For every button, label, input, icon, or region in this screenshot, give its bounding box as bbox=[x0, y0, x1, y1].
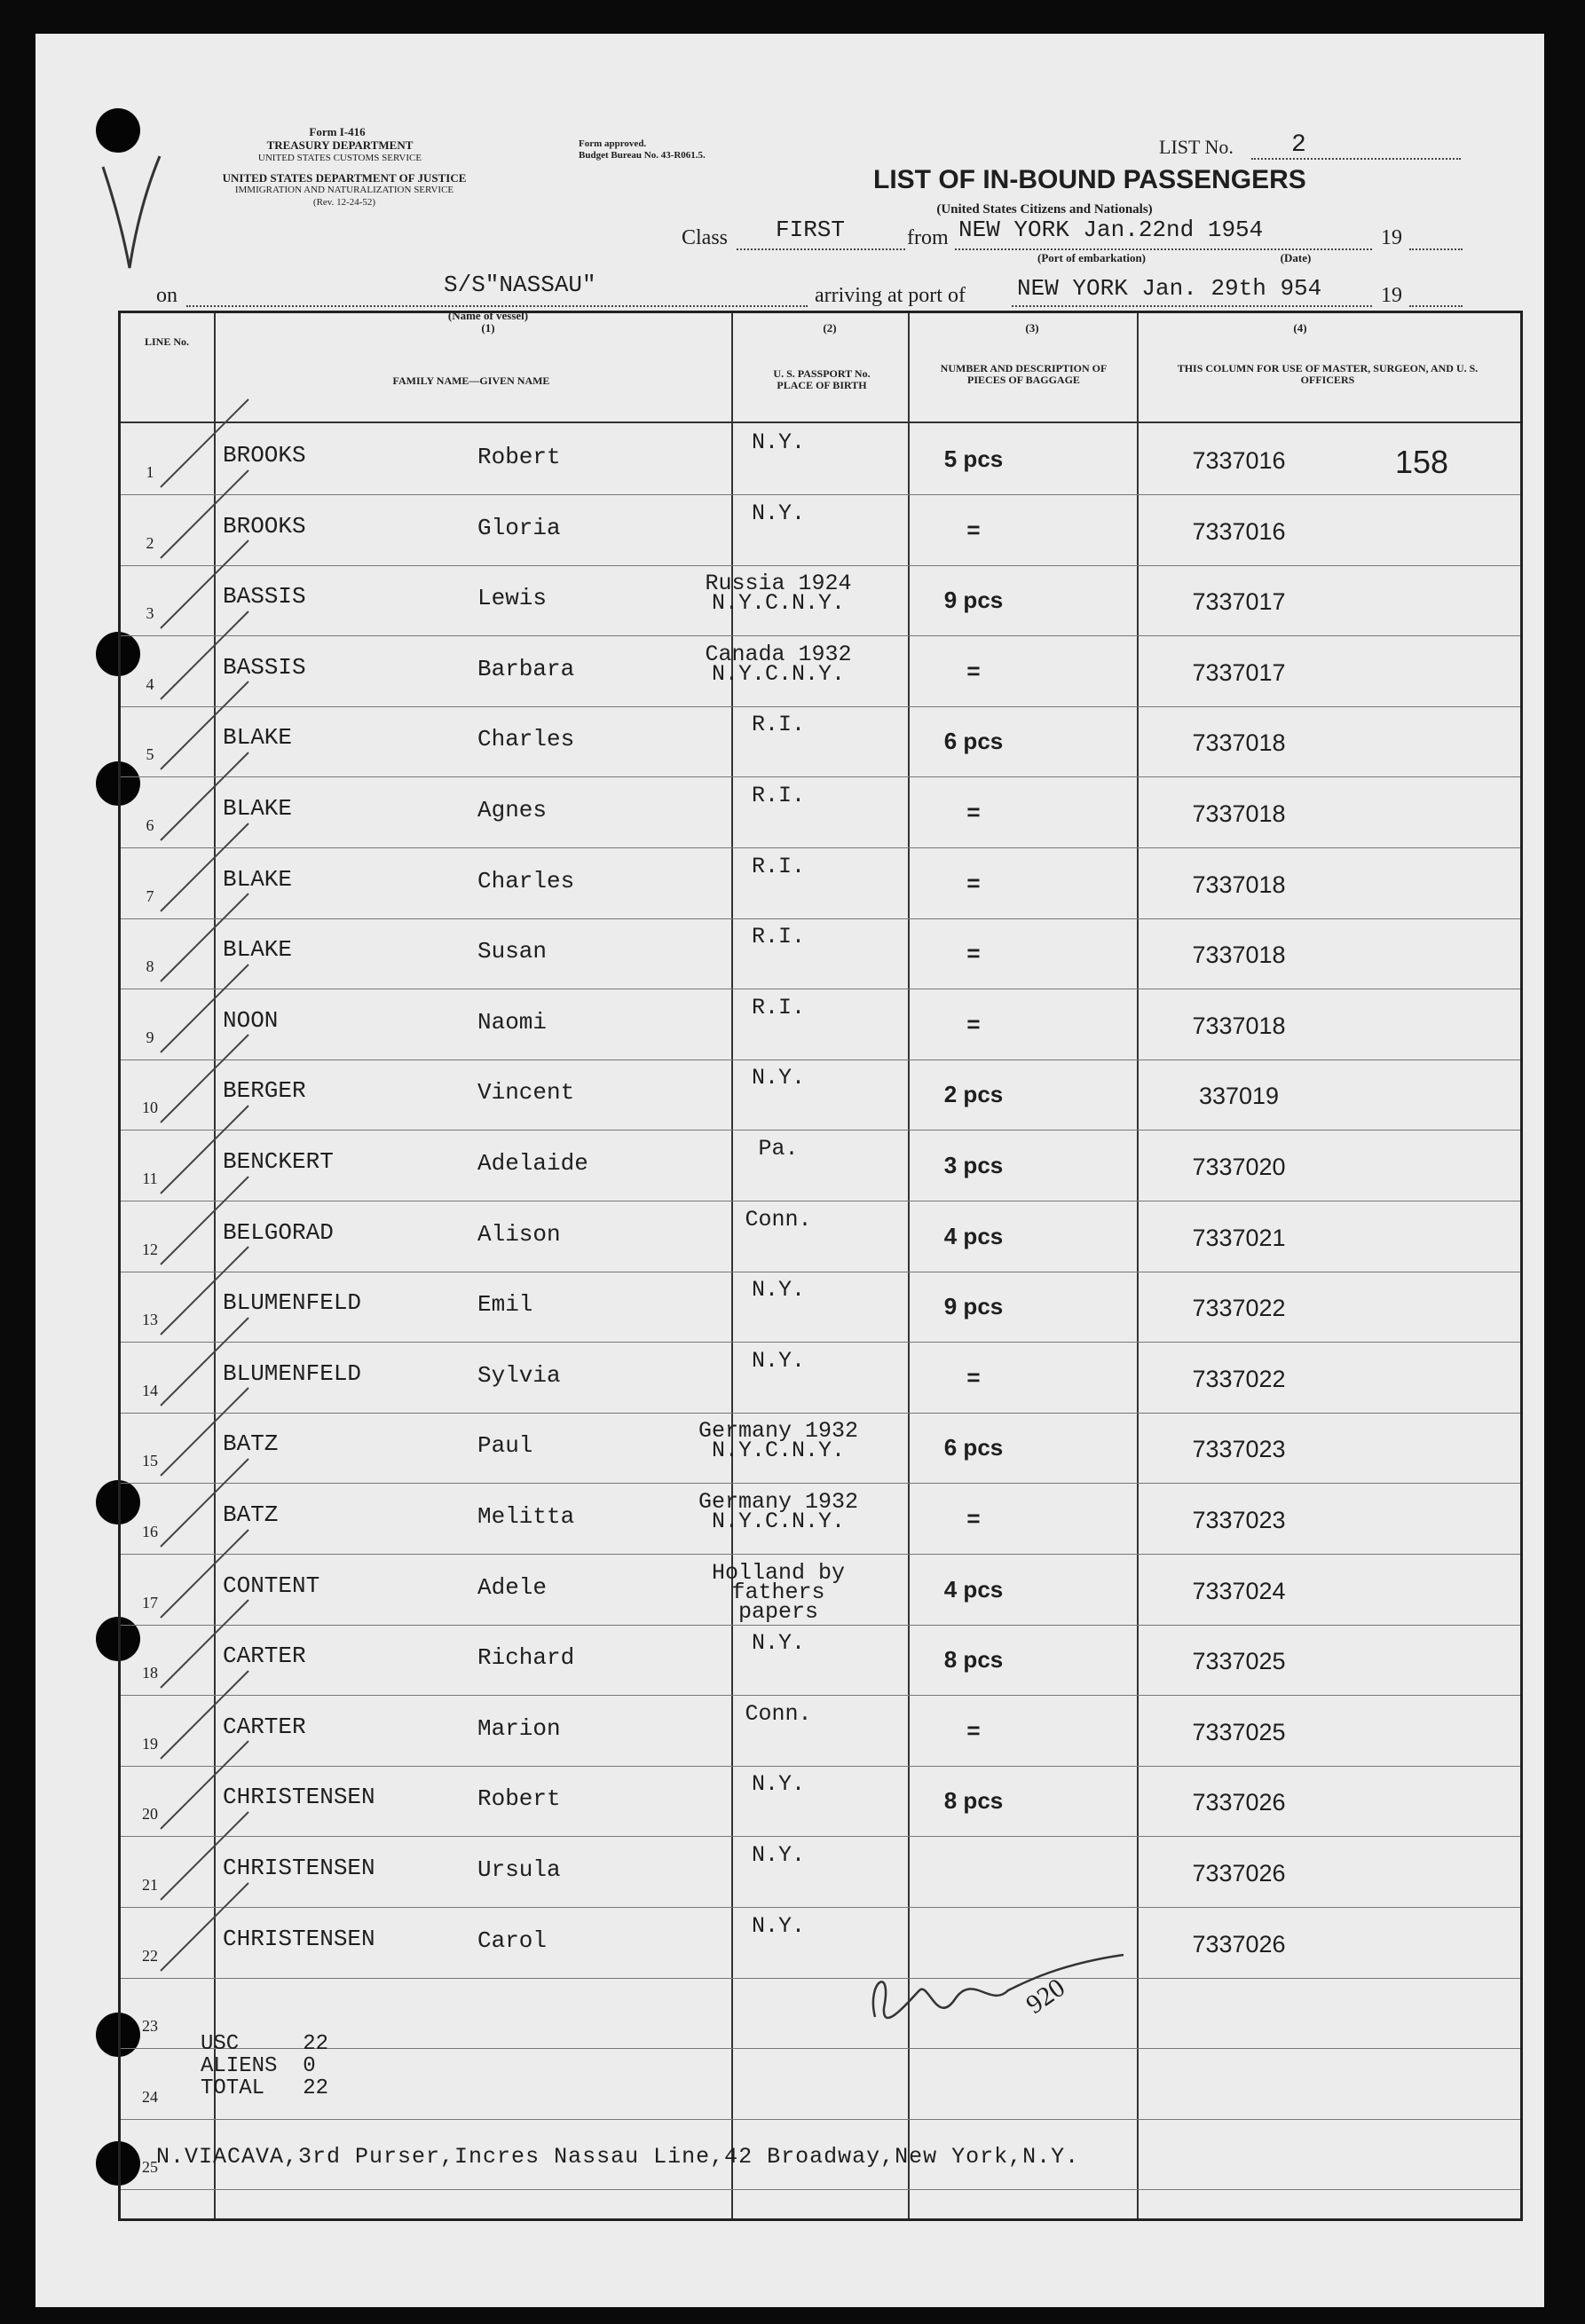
justice-dept: UNITED STATES DEPARTMENT OF JUSTICE bbox=[222, 171, 467, 185]
vessel-caption: (Name of vessel) bbox=[447, 309, 529, 322]
col-header-officers: THIS COLUMN FOR USE OF MASTER, SURGEON, AND U. S. OFFICERS bbox=[1177, 362, 1479, 386]
table-row bbox=[121, 424, 1520, 495]
table-row bbox=[121, 2049, 1520, 2120]
given-name: Richard bbox=[477, 1644, 575, 1672]
immigration-service: IMMIGRATION AND NATURALIZATION SERVICE bbox=[234, 185, 454, 195]
place-of-birth: Holland by fathers papers bbox=[711, 1559, 846, 1625]
line-number: 18 bbox=[142, 1664, 158, 1682]
officer-number: 7337017 bbox=[1192, 658, 1286, 686]
baggage-count: 2 pcs bbox=[943, 1081, 1004, 1108]
officer-number: 7337017 bbox=[1192, 588, 1286, 616]
family-name: BROOKS bbox=[223, 442, 306, 469]
line-number: 21 bbox=[142, 1876, 158, 1894]
given-name: Adele bbox=[477, 1573, 548, 1601]
officer-number: 7337026 bbox=[1192, 1930, 1286, 1958]
usc-count: 22 bbox=[303, 2032, 329, 2056]
arriving-year-label: 19 bbox=[1381, 284, 1402, 307]
family-name: BERGER bbox=[223, 1077, 306, 1105]
signature-scribble bbox=[857, 1946, 1159, 2052]
class-label: Class bbox=[682, 226, 729, 249]
col-num-4: (4) bbox=[1293, 321, 1307, 335]
family-name: BATZ bbox=[223, 1501, 279, 1528]
table-row bbox=[121, 1766, 1520, 1837]
place-of-birth: Russia 1924 N.Y.C.N.Y. bbox=[705, 571, 852, 617]
baggage-count: 5 pcs bbox=[943, 445, 1004, 472]
officer-number: 7337018 bbox=[1192, 729, 1286, 757]
place-of-birth: N.Y. bbox=[751, 1065, 805, 1091]
table-row bbox=[121, 1272, 1520, 1343]
col-header-baggage: NUMBER AND DESCRIPTION OF PIECES OF BAGGAGE bbox=[940, 362, 1108, 386]
line-number: 5 bbox=[146, 745, 154, 764]
family-name: BLUMENFELD bbox=[223, 1359, 362, 1387]
given-name: Melitta bbox=[477, 1503, 575, 1530]
officer-number: 7337025 bbox=[1192, 1648, 1286, 1675]
line-number: 17 bbox=[142, 1593, 158, 1611]
line-number: 23 bbox=[142, 2017, 158, 2036]
class-line bbox=[737, 248, 905, 250]
given-name: Sylvia bbox=[477, 1361, 561, 1389]
vessel-name: S/S"NASSAU" bbox=[444, 272, 596, 298]
place-of-birth: Pa. bbox=[758, 1136, 799, 1162]
usc-label: USC bbox=[201, 2032, 240, 2056]
list-no-value: 2 bbox=[1291, 131, 1306, 159]
officer-number: 7337022 bbox=[1192, 1365, 1286, 1392]
from-line bbox=[955, 248, 1372, 250]
table-row bbox=[121, 918, 1520, 989]
officer-number: 7337026 bbox=[1192, 1860, 1286, 1887]
given-name: Barbara bbox=[477, 655, 575, 682]
given-name: Susan bbox=[477, 938, 548, 965]
line-number: 3 bbox=[146, 604, 154, 623]
place-of-birth: N.Y. bbox=[751, 1630, 805, 1657]
list-no-line bbox=[1251, 158, 1461, 160]
col-num-3: (3) bbox=[1025, 321, 1039, 335]
given-name: Marion bbox=[477, 1714, 561, 1742]
line-number: 13 bbox=[142, 1311, 158, 1329]
line-number: 2 bbox=[146, 533, 154, 552]
officer-number: 7337018 bbox=[1192, 941, 1286, 969]
vessel-col-num: (1) bbox=[481, 321, 495, 335]
officer-number: 7337016 bbox=[1192, 447, 1286, 474]
line-number: 14 bbox=[142, 1381, 158, 1399]
officer-number: 337019 bbox=[1198, 1083, 1280, 1110]
given-name: Ursula bbox=[477, 1856, 561, 1883]
given-name: Emil bbox=[477, 1291, 533, 1319]
baggage-count: 4 pcs bbox=[943, 1575, 1004, 1603]
officer-number: 7337018 bbox=[1192, 800, 1286, 827]
line-number: 16 bbox=[142, 1523, 158, 1540]
totals-usc bbox=[201, 2032, 329, 2056]
baggage-count: = bbox=[966, 1505, 981, 1532]
col-num-2: (2) bbox=[823, 321, 837, 335]
line-number: 1 bbox=[146, 463, 154, 481]
binder-hole-1 bbox=[96, 108, 140, 153]
signature-note: 920 bbox=[1021, 1973, 1071, 2021]
total-count: 22 bbox=[303, 2076, 329, 2100]
margin-note: 158 bbox=[1395, 444, 1449, 480]
table-row bbox=[121, 1625, 1520, 1696]
baggage-count: 9 pcs bbox=[943, 1293, 1004, 1320]
col-header-passport: U. S. PASSPORT No. PLACE OF BIRTH bbox=[773, 367, 871, 391]
given-name: Naomi bbox=[477, 1008, 548, 1036]
place-of-birth: R.I. bbox=[751, 853, 805, 879]
officer-number: 7337016 bbox=[1192, 517, 1286, 545]
line-number: 25 bbox=[142, 2158, 158, 2177]
totals-aliens bbox=[201, 2054, 316, 2078]
from-year-label: 19 bbox=[1381, 226, 1402, 249]
from-value: NEW YORK Jan.22nd 1954 bbox=[958, 217, 1264, 243]
given-name: Carol bbox=[477, 1926, 548, 1954]
header-divider bbox=[121, 421, 1520, 423]
place-of-birth: N.Y. bbox=[751, 1842, 805, 1868]
family-name: CHRISTENSEN bbox=[223, 1925, 375, 1952]
table-row bbox=[121, 848, 1520, 919]
form-revision: (Rev. 12-24-52) bbox=[312, 197, 376, 208]
embarkation-caption: (Port of embarkation) bbox=[1037, 251, 1147, 264]
family-name: BENCKERT bbox=[223, 1148, 334, 1175]
line-number: 8 bbox=[146, 957, 154, 976]
line-number: 20 bbox=[142, 1805, 158, 1824]
given-name: Robert bbox=[477, 444, 561, 470]
arriving-value: NEW YORK Jan. 29th 954 bbox=[1017, 275, 1322, 302]
passenger-table bbox=[118, 311, 1523, 2221]
line-number: 22 bbox=[142, 1946, 158, 1965]
baggage-count: 8 pcs bbox=[943, 1646, 1004, 1674]
place-of-birth: Conn. bbox=[745, 1700, 812, 1727]
place-of-birth: N.Y. bbox=[751, 1912, 805, 1939]
family-name: CHRISTENSEN bbox=[223, 1784, 375, 1811]
totals-total bbox=[201, 2076, 329, 2100]
given-name: Gloria bbox=[477, 514, 561, 541]
officer-number: 7337024 bbox=[1192, 1577, 1286, 1604]
place-of-birth: Canada 1932 N.Y.C.N.Y. bbox=[705, 641, 852, 687]
table-row bbox=[121, 1908, 1520, 1979]
purser-line: N.VIACAVA,3rd Purser,Incres Nassau Line,42 Broadway,New York,N.Y. bbox=[156, 2144, 1080, 2170]
officer-number: 7337022 bbox=[1192, 1295, 1286, 1322]
given-name: Adelaide bbox=[477, 1150, 588, 1177]
table-row bbox=[121, 989, 1520, 1060]
row-divider bbox=[121, 2189, 1520, 2190]
family-name: BASSIS bbox=[223, 583, 306, 611]
page-subtitle: (United States Citizens and Nationals) bbox=[936, 202, 1153, 217]
treasury-dept: TREASURY DEPARTMENT bbox=[266, 138, 414, 152]
table-row bbox=[121, 1484, 1520, 1555]
line-number: 11 bbox=[142, 1170, 158, 1187]
check-mark-icon bbox=[98, 151, 169, 275]
family-name: BASSIS bbox=[223, 653, 306, 681]
family-name: BLUMENFELD bbox=[223, 1289, 362, 1317]
table-row bbox=[121, 1413, 1520, 1484]
place-of-birth: R.I. bbox=[751, 712, 805, 738]
family-name: BLAKE bbox=[223, 724, 293, 752]
line-number: 15 bbox=[142, 1452, 158, 1470]
officer-number: 7337023 bbox=[1192, 1436, 1286, 1463]
officer-number: 7337021 bbox=[1192, 1224, 1286, 1251]
table-row bbox=[121, 777, 1520, 848]
given-name: Robert bbox=[477, 1785, 561, 1813]
aliens-count: 0 bbox=[303, 2054, 316, 2078]
total-label: TOTAL bbox=[201, 2076, 265, 2100]
baggage-count: 6 pcs bbox=[943, 1434, 1004, 1461]
line-number: 6 bbox=[146, 816, 154, 834]
table-row bbox=[121, 1837, 1520, 1908]
from-year-line bbox=[1409, 248, 1463, 250]
table-row bbox=[121, 1696, 1520, 1767]
family-name: BELGORAD bbox=[223, 1218, 334, 1246]
family-name: BROOKS bbox=[223, 512, 306, 540]
line-number: 19 bbox=[142, 1734, 158, 1753]
on-label: on bbox=[156, 284, 177, 307]
place-of-birth: N.Y. bbox=[751, 1277, 805, 1304]
table-row bbox=[121, 565, 1520, 636]
baggage-count: = bbox=[966, 799, 981, 825]
officer-number: 7337020 bbox=[1192, 1154, 1286, 1180]
given-name: Paul bbox=[477, 1432, 533, 1460]
baggage-count: = bbox=[966, 940, 981, 967]
place-of-birth: N.Y. bbox=[751, 429, 805, 455]
table-row bbox=[121, 1130, 1520, 1201]
table-row bbox=[121, 636, 1520, 707]
baggage-count: = bbox=[966, 1363, 981, 1390]
table-row bbox=[121, 1343, 1520, 1414]
baggage-count: = bbox=[966, 516, 981, 543]
place-of-birth: R.I. bbox=[751, 994, 805, 1020]
page-title: LIST OF IN-BOUND PASSENGERS bbox=[873, 165, 1306, 194]
class-value: FIRST bbox=[776, 217, 846, 243]
family-name: CHRISTENSEN bbox=[223, 1855, 375, 1881]
list-no-label: LIST No. bbox=[1159, 136, 1234, 158]
line-number: 4 bbox=[146, 674, 154, 693]
baggage-count: 6 pcs bbox=[943, 728, 1004, 755]
family-name: BLAKE bbox=[223, 936, 293, 964]
place-of-birth: N.Y. bbox=[751, 1347, 805, 1374]
family-name: CONTENT bbox=[223, 1572, 320, 1599]
given-name: Vincent bbox=[477, 1079, 575, 1107]
given-name: Agnes bbox=[477, 797, 548, 823]
col-header-name: FAMILY NAME—GIVEN NAME bbox=[392, 374, 550, 387]
form-number: Form I-416 bbox=[309, 125, 366, 138]
baggage-count: = bbox=[966, 869, 981, 896]
line-number: 7 bbox=[146, 886, 154, 905]
budget-bureau: Budget Bureau No. 43-R061.5. bbox=[579, 150, 706, 161]
line-number: 12 bbox=[142, 1240, 158, 1258]
table-row bbox=[121, 1201, 1520, 1272]
vessel-line bbox=[186, 305, 808, 307]
baggage-count: = bbox=[966, 657, 981, 684]
table-row bbox=[121, 1978, 1520, 2049]
place-of-birth: Conn. bbox=[745, 1206, 812, 1233]
aliens-label: ALIENS bbox=[201, 2054, 278, 2078]
family-name: BLAKE bbox=[223, 865, 293, 893]
given-name: Charles bbox=[477, 867, 575, 894]
given-name: Alison bbox=[477, 1220, 561, 1248]
baggage-count: 8 pcs bbox=[943, 1787, 1004, 1815]
baggage-count: 4 pcs bbox=[943, 1222, 1004, 1249]
customs-service: UNITED STATES CUSTOMS SERVICE bbox=[257, 153, 422, 163]
family-name: CARTER bbox=[223, 1713, 306, 1740]
place-of-birth: Germany 1932 N.Y.C.N.Y. bbox=[698, 1489, 859, 1534]
arriving-line bbox=[1012, 305, 1372, 307]
baggage-count: 9 pcs bbox=[943, 587, 1004, 614]
family-name: BLAKE bbox=[223, 795, 293, 822]
officer-number: 7337023 bbox=[1192, 1507, 1286, 1533]
table-row bbox=[121, 1060, 1520, 1130]
family-name: BATZ bbox=[223, 1430, 279, 1458]
arriving-label: arriving at port of bbox=[815, 284, 966, 307]
baggage-count: = bbox=[966, 1010, 981, 1037]
col-header-line-no: LINE No. bbox=[144, 335, 189, 348]
date-caption: (Date) bbox=[1280, 251, 1312, 264]
place-of-birth: R.I. bbox=[751, 783, 805, 808]
place-of-birth: R.I. bbox=[751, 924, 805, 950]
baggage-count: 3 pcs bbox=[943, 1152, 1004, 1178]
table-row bbox=[121, 495, 1520, 566]
arriving-year-line bbox=[1409, 305, 1463, 307]
line-number: 9 bbox=[146, 1028, 154, 1046]
line-number: 24 bbox=[142, 2087, 158, 2106]
officer-number: 7337018 bbox=[1192, 1012, 1286, 1039]
family-name: CARTER bbox=[223, 1643, 306, 1670]
place-of-birth: Germany 1932 N.Y.C.N.Y. bbox=[698, 1418, 859, 1464]
family-name: NOON bbox=[223, 1006, 279, 1034]
line-number: 10 bbox=[142, 1099, 158, 1117]
place-of-birth: N.Y. bbox=[751, 1771, 805, 1798]
given-name: Lewis bbox=[477, 585, 548, 612]
baggage-count: = bbox=[966, 1716, 981, 1744]
from-label: from bbox=[907, 226, 949, 249]
table-row bbox=[121, 1555, 1520, 1626]
form-approved: Form approved. bbox=[579, 138, 647, 149]
officer-number: 7337025 bbox=[1192, 1718, 1286, 1745]
officer-number: 7337018 bbox=[1192, 871, 1286, 898]
given-name: Charles bbox=[477, 726, 575, 753]
place-of-birth: N.Y. bbox=[751, 500, 805, 526]
table-row bbox=[121, 706, 1520, 777]
officer-number: 7337026 bbox=[1192, 1789, 1286, 1816]
